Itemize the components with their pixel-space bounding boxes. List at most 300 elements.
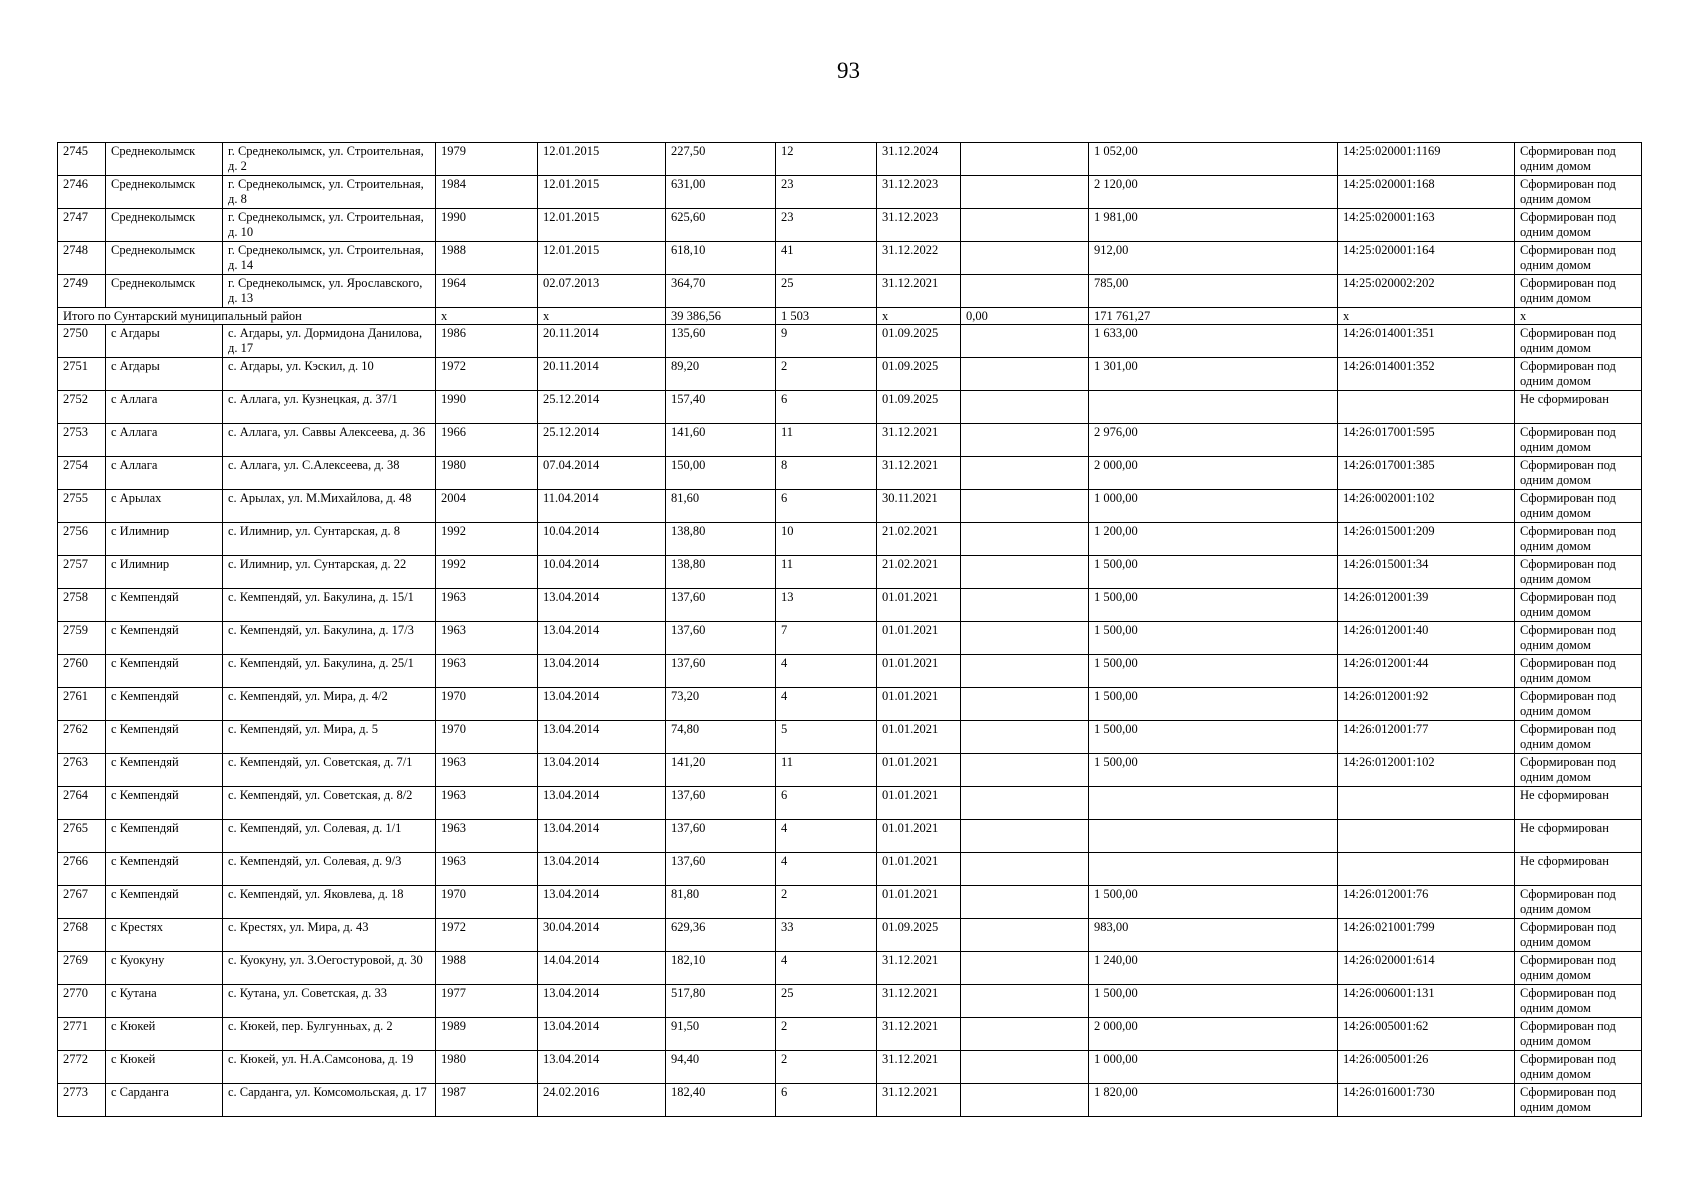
deadline-cell: 01.09.2025	[877, 358, 961, 391]
recognition-date-cell: 14.04.2014	[538, 952, 666, 985]
deadline-cell: 31.12.2021	[877, 1018, 961, 1051]
address-cell: с. Аллага, ул. С.Алексеева, д. 38	[223, 457, 436, 490]
year-cell: 2004	[436, 490, 538, 523]
residents-cell: 6	[776, 490, 877, 523]
table-row	[58, 589, 1642, 622]
status-cell: Не сформирован	[1515, 391, 1642, 424]
extra-cell	[961, 985, 1089, 1018]
year-cell: 1990	[436, 209, 538, 242]
cadastral-number-cell: 14:26:005001:62	[1338, 1018, 1515, 1051]
deadline-cell: 31.12.2021	[877, 952, 961, 985]
extra-cell	[961, 176, 1089, 209]
extra-cell	[961, 787, 1089, 820]
deadline-cell: 21.02.2021	[877, 523, 961, 556]
row-number-cell: 2758	[58, 589, 106, 622]
land-area-cell: 1 500,00	[1089, 721, 1338, 754]
recognition-date-cell: 10.04.2014	[538, 523, 666, 556]
area-cell: 137,60	[666, 589, 776, 622]
residents-cell: 25	[776, 985, 877, 1018]
area-cell: 629,36	[666, 919, 776, 952]
subtotal-date: х	[538, 308, 666, 325]
year-cell: 1963	[436, 820, 538, 853]
recognition-date-cell: 30.04.2014	[538, 919, 666, 952]
residents-cell: 11	[776, 556, 877, 589]
land-area-cell: 1 301,00	[1089, 358, 1338, 391]
extra-cell	[961, 721, 1089, 754]
area-cell: 137,60	[666, 787, 776, 820]
settlement-cell: с Агдары	[106, 358, 223, 391]
land-area-cell: 1 981,00	[1089, 209, 1338, 242]
row-number-cell: 2749	[58, 275, 106, 308]
residents-cell: 25	[776, 275, 877, 308]
residents-cell: 8	[776, 457, 877, 490]
land-area-cell: 2 000,00	[1089, 1018, 1338, 1051]
address-cell: г. Среднеколымск, ул. Ярославского, д. 13	[223, 275, 436, 308]
settlement-cell: с Кемпендяй	[106, 721, 223, 754]
subtotal-residents: 1 503	[776, 308, 877, 325]
row-number-cell: 2745	[58, 143, 106, 176]
extra-cell	[961, 1051, 1089, 1084]
cadastral-number-cell: 14:26:012001:39	[1338, 589, 1515, 622]
year-cell: 1980	[436, 457, 538, 490]
cadastral-number-cell: 14:25:020001:163	[1338, 209, 1515, 242]
land-area-cell: 1 500,00	[1089, 655, 1338, 688]
subtotal-row	[58, 308, 1642, 325]
area-cell: 137,60	[666, 820, 776, 853]
cadastral-number-cell	[1338, 820, 1515, 853]
address-cell: г. Среднеколымск, ул. Строительная, д. 10	[223, 209, 436, 242]
area-cell: 625,60	[666, 209, 776, 242]
settlement-cell: Среднеколымск	[106, 275, 223, 308]
extra-cell	[961, 853, 1089, 886]
subtotal-area: 39 386,56	[666, 308, 776, 325]
status-cell: Не сформирован	[1515, 853, 1642, 886]
residents-cell: 4	[776, 655, 877, 688]
extra-cell	[961, 688, 1089, 721]
subtotal-col9: 0,00	[961, 308, 1089, 325]
extra-cell	[961, 490, 1089, 523]
address-cell: с. Крестях, ул. Мира, д. 43	[223, 919, 436, 952]
deadline-cell: 31.12.2021	[877, 424, 961, 457]
year-cell: 1963	[436, 787, 538, 820]
residents-cell: 4	[776, 688, 877, 721]
recognition-date-cell: 07.04.2014	[538, 457, 666, 490]
residents-cell: 23	[776, 209, 877, 242]
deadline-cell: 31.12.2023	[877, 209, 961, 242]
year-cell: 1990	[436, 391, 538, 424]
area-cell: 517,80	[666, 985, 776, 1018]
area-cell: 138,80	[666, 556, 776, 589]
recognition-date-cell: 13.04.2014	[538, 754, 666, 787]
recognition-date-cell: 13.04.2014	[538, 787, 666, 820]
settlement-cell: с Илимнир	[106, 523, 223, 556]
area-cell: 227,50	[666, 143, 776, 176]
cadastral-number-cell: 14:25:020001:164	[1338, 242, 1515, 275]
address-cell: с. Кемпендяй, ул. Советская, д. 7/1	[223, 754, 436, 787]
row-number-cell: 2748	[58, 242, 106, 275]
subtotal-year: х	[436, 308, 538, 325]
status-cell: Сформирован под одним домом	[1515, 985, 1642, 1018]
extra-cell	[961, 622, 1089, 655]
row-number-cell: 2767	[58, 886, 106, 919]
deadline-cell: 01.09.2025	[877, 325, 961, 358]
table-row	[58, 853, 1642, 886]
land-area-cell: 1 500,00	[1089, 985, 1338, 1018]
cadastral-number-cell: 14:26:017001:595	[1338, 424, 1515, 457]
year-cell: 1992	[436, 556, 538, 589]
settlement-cell: с Кутана	[106, 985, 223, 1018]
year-cell: 1966	[436, 424, 538, 457]
status-cell: Не сформирован	[1515, 787, 1642, 820]
subtotal-deadline: х	[877, 308, 961, 325]
table-row	[58, 886, 1642, 919]
recognition-date-cell: 12.01.2015	[538, 242, 666, 275]
address-cell: г. Среднеколымск, ул. Строительная, д. 2	[223, 143, 436, 176]
area-cell: 618,10	[666, 242, 776, 275]
cadastral-number-cell	[1338, 391, 1515, 424]
residents-cell: 23	[776, 176, 877, 209]
deadline-cell: 01.09.2025	[877, 919, 961, 952]
year-cell: 1992	[436, 523, 538, 556]
residents-cell: 6	[776, 391, 877, 424]
year-cell: 1970	[436, 886, 538, 919]
row-number-cell: 2759	[58, 622, 106, 655]
table-row	[58, 209, 1642, 242]
residents-cell: 2	[776, 1018, 877, 1051]
table-row	[58, 721, 1642, 754]
table-row	[58, 1051, 1642, 1084]
year-cell: 1972	[436, 358, 538, 391]
cadastral-number-cell: 14:26:012001:102	[1338, 754, 1515, 787]
year-cell: 1964	[436, 275, 538, 308]
row-number-cell: 2754	[58, 457, 106, 490]
area-cell: 137,60	[666, 622, 776, 655]
table-row	[58, 556, 1642, 589]
area-cell: 141,20	[666, 754, 776, 787]
extra-cell	[961, 242, 1089, 275]
address-cell: с. Кемпендяй, ул. Бакулина, д. 17/3	[223, 622, 436, 655]
subtotal-col10: 171 761,27	[1089, 308, 1338, 325]
table-row	[58, 820, 1642, 853]
address-cell: с. Кемпендяй, ул. Солевая, д. 9/3	[223, 853, 436, 886]
area-cell: 137,60	[666, 655, 776, 688]
settlement-cell: с Аллага	[106, 391, 223, 424]
table-row	[58, 176, 1642, 209]
land-area-cell: 2 120,00	[1089, 176, 1338, 209]
deadline-cell: 31.12.2021	[877, 1051, 961, 1084]
recognition-date-cell: 12.01.2015	[538, 176, 666, 209]
year-cell: 1963	[436, 589, 538, 622]
recognition-date-cell: 13.04.2014	[538, 655, 666, 688]
status-cell: Сформирован под одним домом	[1515, 209, 1642, 242]
cadastral-number-cell	[1338, 853, 1515, 886]
recognition-date-cell: 13.04.2014	[538, 622, 666, 655]
land-area-cell: 1 000,00	[1089, 490, 1338, 523]
area-cell: 89,20	[666, 358, 776, 391]
area-cell: 135,60	[666, 325, 776, 358]
deadline-cell: 01.01.2021	[877, 820, 961, 853]
settlement-cell: с Кемпендяй	[106, 589, 223, 622]
recognition-date-cell: 13.04.2014	[538, 721, 666, 754]
land-area-cell: 1 633,00	[1089, 325, 1338, 358]
status-cell: Сформирован под одним домом	[1515, 556, 1642, 589]
row-number-cell: 2765	[58, 820, 106, 853]
recognition-date-cell: 11.04.2014	[538, 490, 666, 523]
table-body-subtotal	[58, 308, 1642, 325]
extra-cell	[961, 820, 1089, 853]
land-area-cell: 785,00	[1089, 275, 1338, 308]
recognition-date-cell: 13.04.2014	[538, 820, 666, 853]
settlement-cell: с Кемпендяй	[106, 688, 223, 721]
cadastral-number-cell	[1338, 787, 1515, 820]
status-cell: Сформирован под одним домом	[1515, 325, 1642, 358]
land-area-cell	[1089, 820, 1338, 853]
year-cell: 1987	[436, 1084, 538, 1117]
recognition-date-cell: 12.01.2015	[538, 143, 666, 176]
land-area-cell: 912,00	[1089, 242, 1338, 275]
recognition-date-cell: 24.02.2016	[538, 1084, 666, 1117]
extra-cell	[961, 952, 1089, 985]
cadastral-number-cell: 14:26:012001:76	[1338, 886, 1515, 919]
table-row	[58, 275, 1642, 308]
status-cell: Сформирован под одним домом	[1515, 1051, 1642, 1084]
year-cell: 1980	[436, 1051, 538, 1084]
status-cell: Сформирован под одним домом	[1515, 1084, 1642, 1117]
area-cell: 137,60	[666, 853, 776, 886]
deadline-cell: 01.01.2021	[877, 754, 961, 787]
status-cell: Сформирован под одним домом	[1515, 457, 1642, 490]
residents-cell: 2	[776, 1051, 877, 1084]
row-number-cell: 2766	[58, 853, 106, 886]
settlement-cell: с Кемпендяй	[106, 820, 223, 853]
deadline-cell: 01.01.2021	[877, 787, 961, 820]
cadastral-number-cell: 14:25:020001:1169	[1338, 143, 1515, 176]
deadline-cell: 01.01.2021	[877, 622, 961, 655]
cadastral-number-cell: 14:26:012001:92	[1338, 688, 1515, 721]
deadline-cell: 01.01.2021	[877, 886, 961, 919]
status-cell: Сформирован под одним домом	[1515, 655, 1642, 688]
deadline-cell: 01.01.2021	[877, 688, 961, 721]
status-cell: Не сформирован	[1515, 820, 1642, 853]
extra-cell	[961, 523, 1089, 556]
row-number-cell: 2761	[58, 688, 106, 721]
table-row	[58, 242, 1642, 275]
deadline-cell: 31.12.2023	[877, 176, 961, 209]
area-cell: 364,70	[666, 275, 776, 308]
table-row	[58, 358, 1642, 391]
recognition-date-cell: 25.12.2014	[538, 391, 666, 424]
area-cell: 73,20	[666, 688, 776, 721]
residents-cell: 2	[776, 358, 877, 391]
address-cell: с. Кемпендяй, ул. Яковлева, д. 18	[223, 886, 436, 919]
residents-cell: 5	[776, 721, 877, 754]
status-cell: Сформирован под одним домом	[1515, 523, 1642, 556]
recognition-date-cell: 13.04.2014	[538, 1018, 666, 1051]
land-area-cell: 1 500,00	[1089, 886, 1338, 919]
extra-cell	[961, 1018, 1089, 1051]
deadline-cell: 01.01.2021	[877, 589, 961, 622]
land-area-cell: 1 052,00	[1089, 143, 1338, 176]
extra-cell	[961, 209, 1089, 242]
settlement-cell: Среднеколымск	[106, 209, 223, 242]
status-cell: Сформирован под одним домом	[1515, 721, 1642, 754]
cadastral-number-cell: 14:25:020002:202	[1338, 275, 1515, 308]
address-cell: с. Агдары, ул. Кэскил, д. 10	[223, 358, 436, 391]
year-cell: 1977	[436, 985, 538, 1018]
status-cell: Сформирован под одним домом	[1515, 275, 1642, 308]
settlement-cell: с Кюкей	[106, 1051, 223, 1084]
settlement-cell: с Сарданга	[106, 1084, 223, 1117]
land-area-cell: 1 820,00	[1089, 1084, 1338, 1117]
residents-cell: 4	[776, 820, 877, 853]
row-number-cell: 2768	[58, 919, 106, 952]
land-area-cell: 1 000,00	[1089, 1051, 1338, 1084]
deadline-cell: 01.01.2021	[877, 655, 961, 688]
residents-cell: 4	[776, 853, 877, 886]
table-row	[58, 985, 1642, 1018]
status-cell: Сформирован под одним домом	[1515, 622, 1642, 655]
row-number-cell: 2756	[58, 523, 106, 556]
settlement-cell: с Кемпендяй	[106, 655, 223, 688]
recognition-date-cell: 20.11.2014	[538, 325, 666, 358]
extra-cell	[961, 457, 1089, 490]
settlement-cell: с Илимнир	[106, 556, 223, 589]
land-area-cell: 983,00	[1089, 919, 1338, 952]
extra-cell	[961, 358, 1089, 391]
table-row	[58, 457, 1642, 490]
land-area-cell	[1089, 853, 1338, 886]
residents-cell: 6	[776, 787, 877, 820]
subtotal-label: Итого по Сунтарский муниципальный район	[58, 308, 436, 325]
table-row	[58, 143, 1642, 176]
address-cell: с. Аллага, ул. Саввы Алексеева, д. 36	[223, 424, 436, 457]
extra-cell	[961, 1084, 1089, 1117]
row-number-cell: 2755	[58, 490, 106, 523]
deadline-cell: 21.02.2021	[877, 556, 961, 589]
address-cell: с. Кемпендяй, ул. Бакулина, д. 25/1	[223, 655, 436, 688]
address-cell: с. Аллага, ул. Кузнецкая, д. 37/1	[223, 391, 436, 424]
extra-cell	[961, 391, 1089, 424]
row-number-cell: 2771	[58, 1018, 106, 1051]
deadline-cell: 31.12.2021	[877, 275, 961, 308]
area-cell: 150,00	[666, 457, 776, 490]
status-cell: Сформирован под одним домом	[1515, 589, 1642, 622]
land-area-cell: 1 500,00	[1089, 754, 1338, 787]
extra-cell	[961, 556, 1089, 589]
residents-cell: 6	[776, 1084, 877, 1117]
row-number-cell: 2770	[58, 985, 106, 1018]
year-cell: 1988	[436, 952, 538, 985]
address-cell: с. Агдары, ул. Дормидона Данилова, д. 17	[223, 325, 436, 358]
status-cell: Сформирован под одним домом	[1515, 952, 1642, 985]
table-row	[58, 391, 1642, 424]
row-number-cell: 2751	[58, 358, 106, 391]
table-row	[58, 523, 1642, 556]
residents-cell: 12	[776, 143, 877, 176]
land-area-cell: 1 500,00	[1089, 589, 1338, 622]
address-cell: с. Кемпендяй, ул. Мира, д. 5	[223, 721, 436, 754]
table-row	[58, 622, 1642, 655]
residents-cell: 10	[776, 523, 877, 556]
table-body-lower	[58, 325, 1642, 1117]
deadline-cell: 31.12.2021	[877, 1084, 961, 1117]
table-row	[58, 754, 1642, 787]
settlement-cell: с Крестях	[106, 919, 223, 952]
settlement-cell: с Кюкей	[106, 1018, 223, 1051]
row-number-cell: 2773	[58, 1084, 106, 1117]
cadastral-number-cell: 14:26:015001:209	[1338, 523, 1515, 556]
area-cell: 138,80	[666, 523, 776, 556]
year-cell: 1984	[436, 176, 538, 209]
address-cell: с. Арылах, ул. М.Михайлова, д. 48	[223, 490, 436, 523]
address-cell: с. Кутана, ул. Советская, д. 33	[223, 985, 436, 1018]
cadastral-number-cell: 14:26:012001:77	[1338, 721, 1515, 754]
cadastral-number-cell: 14:26:006001:131	[1338, 985, 1515, 1018]
residents-cell: 2	[776, 886, 877, 919]
table-row	[58, 490, 1642, 523]
residents-cell: 11	[776, 754, 877, 787]
row-number-cell: 2747	[58, 209, 106, 242]
address-cell: с. Кемпендяй, ул. Солевая, д. 1/1	[223, 820, 436, 853]
area-cell: 74,80	[666, 721, 776, 754]
residents-cell: 41	[776, 242, 877, 275]
recognition-date-cell: 13.04.2014	[538, 853, 666, 886]
table-row	[58, 424, 1642, 457]
land-area-cell: 1 500,00	[1089, 622, 1338, 655]
recognition-date-cell: 25.12.2014	[538, 424, 666, 457]
residents-cell: 7	[776, 622, 877, 655]
cadastral-number-cell: 14:26:015001:34	[1338, 556, 1515, 589]
recognition-date-cell: 13.04.2014	[538, 886, 666, 919]
residents-cell: 4	[776, 952, 877, 985]
address-cell: с. Илимнир, ул. Сунтарская, д. 8	[223, 523, 436, 556]
row-number-cell: 2753	[58, 424, 106, 457]
area-cell: 91,50	[666, 1018, 776, 1051]
address-cell: с. Илимнир, ул. Сунтарская, д. 22	[223, 556, 436, 589]
row-number-cell: 2764	[58, 787, 106, 820]
year-cell: 1963	[436, 622, 538, 655]
residents-cell: 13	[776, 589, 877, 622]
extra-cell	[961, 886, 1089, 919]
settlement-cell: с Кемпендяй	[106, 886, 223, 919]
year-cell: 1970	[436, 721, 538, 754]
deadline-cell: 30.11.2021	[877, 490, 961, 523]
year-cell: 1989	[436, 1018, 538, 1051]
cadastral-number-cell: 14:26:017001:385	[1338, 457, 1515, 490]
recognition-date-cell: 20.11.2014	[538, 358, 666, 391]
settlement-cell: Среднеколымск	[106, 143, 223, 176]
housing-registry-table	[57, 142, 1642, 1117]
recognition-date-cell: 13.04.2014	[538, 985, 666, 1018]
land-area-cell: 2 976,00	[1089, 424, 1338, 457]
status-cell: Сформирован под одним домом	[1515, 1018, 1642, 1051]
extra-cell	[961, 754, 1089, 787]
settlement-cell: Среднеколымск	[106, 242, 223, 275]
settlement-cell: с Кемпендяй	[106, 622, 223, 655]
recognition-date-cell: 12.01.2015	[538, 209, 666, 242]
status-cell: Сформирован под одним домом	[1515, 490, 1642, 523]
deadline-cell: 01.09.2025	[877, 391, 961, 424]
recognition-date-cell: 13.04.2014	[538, 1051, 666, 1084]
land-area-cell: 1 240,00	[1089, 952, 1338, 985]
settlement-cell: с Аллага	[106, 424, 223, 457]
table-row	[58, 1018, 1642, 1051]
land-area-cell: 1 500,00	[1089, 688, 1338, 721]
deadline-cell: 01.01.2021	[877, 853, 961, 886]
table-row	[58, 688, 1642, 721]
extra-cell	[961, 655, 1089, 688]
deadline-cell: 31.12.2021	[877, 985, 961, 1018]
